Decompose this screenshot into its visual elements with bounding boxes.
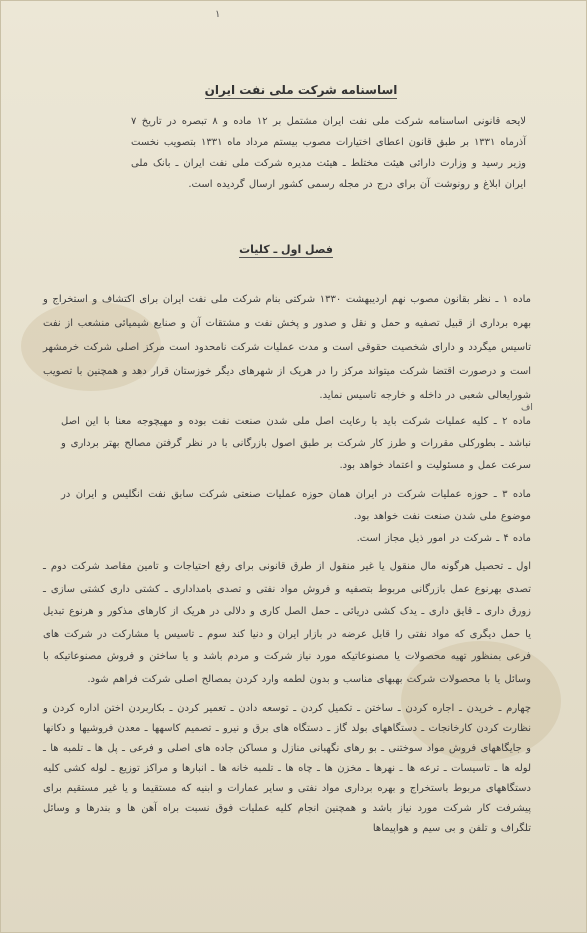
article-4-items-1-3: اول ـ تحصیل هرگونه مال منقول یا غیر منقول از طرق قانونی برای رفع احتیاجات و تامین مقاصد شرکت دوم ـ تصدی بهرنوع عمل بازرگانی مربوط بتصفیه و فروش مواد نفتی و تصدی بامداداری ـ کشتی داری کشتی سازی ـ زورق داری ـ قایق داری ـ یدک کشی دریائی ـ حمل الصل کاری و دلالی در هریک از کارهای مذکور و هرنوع تبدیل یا حمل دیگری که مواد نفتی را قابل عرضه در بازار ایران و دنیا کند سوم ـ تاسیس یا مشارکت در شرکت های فرعی بمنظور تهیه محصولات یا مصنوعاتیکه مورد نیاز شرکت و مردم باشد و یا ساختن و فروش مصنوعاتیکه با وسائل یا با محصولات شرکت بهبهای مناسب و بدون لطمه وارد کردن بمصالح اصلی شرکت فراهم شود. [43, 561, 531, 685]
article-2: ماده ۲ ـ کلیه عملیات شرکت باید با رعایت اصل ملی شدن صنعت نفت بوده و مهیچوجه معنا با این اصل نباشد ـ بطورکلی مقررات و طرز کار شرکت بر طبق اصول بازرگانی با در نظر گرفتن مصالح بهتر برداری و سرعت عمل و مسئولیت و اعتماد خواهد بود. [61, 416, 531, 471]
intro-paragraph: لایحه قانونی اساسنامه شرکت ملی نفت ایران مشتمل بر ۱۲ ماده و ۸ تبصره در تاریخ ۷ آذرماه ۱۳۳۱ بر طبق قانون اعطای اختیارات مصوب بیستم مرداد ماه ۱۳۳۱ بتصویب نخست وزیر رسید و وزارت دارائی هیئت مختلط ـ هیئت مدیره شرکت ملی نفت ایران ـ بانک ملی ایران ابلاغ و رونوشت آن برای درج در مجله رسمی کشور ارسال گردیده است. [131, 116, 526, 190]
article-4: ماده ۴ ـ شرکت در امور ذیل مجاز است. [356, 533, 531, 544]
article-1: ماده ۱ ـ نظر بقانون مصوب نهم اردیبهشت ۱۳۳۰ شرکتی بنام شرکت ملی نفت ایران برای اکتشاف و استخراج و بهره برداری از قبیل تصفیه و حمل و نقل و صدور و پخش نفت و مشتقات آن و صنایع شیمیائی منشعب از نفت تاسیس میگردد و دارای شخصیت حقوقی است و مدت عملیات شرکت نامحدود است مرکز اصلی شرکت خرمشهر است و درصورت اقتضا شرکت میتواند مرکز را در هریک از شهرهای دیگر خوزستان قرار دهد و همچنین با تصویب شورایعالی شعبی در داخله و خارجه تاسیس نماید. [43, 294, 531, 401]
margin-note: اف [521, 403, 533, 413]
article-3: ماده ۳ ـ حوزه عملیات شرکت در ایران همان حوزه عملیات صنعتی شرکت سابق نفت انگلیس و ایران در موضوع ملی شدن صنعت نفت خواهد بود. [61, 489, 531, 522]
page-number: ۱ [215, 9, 221, 20]
article-4-item-4: چهارم ـ خریدن ـ اجاره کردن ـ ساختن ـ تکمیل کردن ـ توسعه دادن ـ تعمیر کردن ـ بکاربردن اختن اداره کردن و نظارت کردن کارخانجات ـ دستگاههای بولد گاز ـ دستگاه های برق و نیرو ـ تصمیم کاسهها ـ معدن فروشیها و دکانها و جایگاههای فروش مواد سوختنی ـ بو رهای نگهبانی منازل و مساکن جاده های اصلی و فرعی ـ پل ها ـ تلمبه ها ـ لوله ها ـ تاسیسات ـ ترعه ها ـ نهرها ـ مخزن ها ـ چاه ها ـ تلمبه خانه ها ـ انبارها و مراکز توزیع ـ لوله کشی کلیه دستگاههای مربوط باستخراج و بهره برداری مواد نفتی و سایر عمارات و ابنیه که مستقیما و یا غیر مستقیم برای پیشرفت کار شرکت مورد نیاز باشد و همچنین انجام کلیه عملیات فوق نسبت براه آهن ها و بندرها و وسائل تلگراف و تلفن و بی سیم و هواپیماها [43, 703, 531, 834]
section-heading: فصل اول ـ کلیات [239, 243, 333, 256]
document-title: اساسنامه شرکت ملی نفت ایران [204, 83, 398, 97]
